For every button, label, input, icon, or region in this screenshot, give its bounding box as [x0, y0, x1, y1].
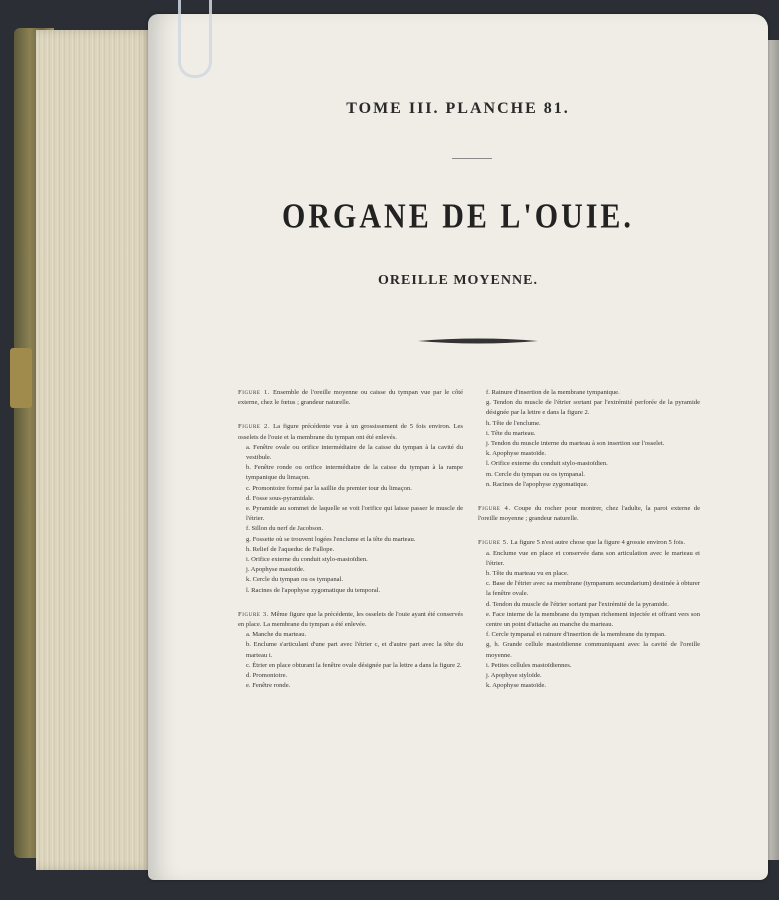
figure-description: Ensemble de l'oreille moyenne ou caisse du tympan vue par le côté externe, chez le fœtus ; grandeur naturelle.	[238, 389, 463, 407]
page-stack-edge	[36, 30, 152, 870]
legend-item: j. Apophyse mastoïde.	[246, 566, 305, 574]
figure-description: Coupe du rocher pour montrer, chez l'adulte, la paroi externe de l'oreille moyenne ; grandeur naturelle.	[478, 505, 701, 523]
page-subtitle: OREILLE MOYENNE.	[378, 273, 538, 288]
legend-item: a. Fenêtre ovale ou orifice intermédiaire de la caisse du tympan à la cavité du vestibule.	[246, 443, 463, 462]
legend-item: b. Fenêtre ronde ou orifice intermédiaire de la caisse du tympan à la rampe tympanique du limaçon.	[246, 464, 463, 482]
legend-item: f. Rainure d'insertion de la membrane tympanique.	[486, 389, 620, 396]
legend-item: d. Tendon du muscle de l'étrier sortant par l'extrémité de la pyramide.	[486, 600, 669, 608]
legend-item: n. Racines de l'apophyse zygomatique.	[486, 480, 589, 488]
legend-item: l. Orifice externe du conduit stylo-mastoïdien.	[486, 460, 608, 468]
legend-item: j. Tendon du muscle interne du marteau à son insertion sur l'osselet.	[486, 440, 665, 448]
cover-clasp	[10, 348, 32, 408]
figure-5-block	[478, 538, 700, 691]
legend-item: a. Enclume vue en place et conservée dans son articulation avec le marteau et l'étrier.	[486, 549, 700, 567]
legend-item: l. Racines de l'apophyse zygomatique du temporal.	[246, 586, 381, 594]
legend-item: c. Base de l'étrier avec sa membrane (tympanum secundarium) destinée à obturer la fenêtre ovale.	[486, 580, 700, 598]
legend-item: h. Tête de l'enclume.	[486, 419, 541, 427]
right-text-column	[478, 388, 700, 705]
legend-item: b. Enclume s'articulant d'une part avec l'étrier c, et d'autre part avec la tête du marteau i.	[246, 641, 463, 659]
legend-item: g, h. Grande cellule mastoïdienne communiquant avec la cavité de l'oreille moyenne.	[486, 641, 700, 659]
ornament-divider-icon	[418, 336, 538, 346]
legend-item: k. Apophyse mastoïde.	[486, 450, 547, 458]
legend-item: i. Petites cellules mastoïdiennes.	[486, 661, 572, 669]
page-title: ORGANE DE L'OUIE.	[282, 197, 634, 236]
figure-heading: Figure 4.	[478, 505, 511, 513]
figure-description: Même figure que la précédente, les osselets de l'ouie ayant été conservés en place. La membrane du tympan a été enlevée.	[238, 610, 463, 629]
legend-item: m. Cercle du tympan ou os tympanal.	[486, 470, 585, 478]
figure-heading: Figure 1.	[238, 389, 271, 396]
left-text-column	[238, 388, 463, 705]
legend-item: k. Cercle du tympan ou os tympanal.	[246, 576, 344, 584]
figure-heading: Figure 5.	[478, 539, 509, 547]
legend-item: a. Manche du marteau.	[246, 631, 307, 639]
legend-item: e. Pyramide au sommet de laquelle se voit l'orifice qui laisse passer le muscle de l'étrier.	[246, 505, 463, 523]
figure-3-block	[238, 610, 463, 692]
figure-heading: Figure 2.	[238, 423, 271, 431]
figure-1-block	[238, 388, 463, 408]
figure-description: La figure 5 n'est autre chose que la figure 4 grossie environ 5 fois.	[510, 539, 685, 547]
legend-item: j. Apophyse styloïde.	[486, 672, 542, 680]
legend-item: d. Fosse sous-pyramidale.	[246, 494, 315, 502]
legend-item: h. Relief de l'aqueduc de Fallope.	[246, 545, 335, 553]
legend-item: i. Tête du marteau.	[486, 429, 536, 437]
legend-item: b. Tête du marteau vu en place.	[486, 570, 569, 578]
legend-item: c. Promontoire formé par la saillie du premier tour du limaçon.	[246, 484, 412, 492]
figure-heading: Figure 3.	[238, 610, 269, 618]
paper-clip-icon	[178, 0, 212, 78]
legend-item: e. Fenêtre ronde.	[246, 682, 291, 690]
figure-description: La figure précédente vue à un grossissement de 5 fois environ. Les osselets de l'ouie et la membrane du tympan ont été enlevés.	[238, 423, 463, 441]
plate-label: TOME III. PLANCHE 81.	[346, 100, 570, 117]
legend-item: i. Orifice externe du conduit stylo-mastoïdien.	[246, 556, 368, 564]
legend-item: c. Étrier en place obturant la fenêtre ovale désignée par la lettre a dans la figure 2.	[246, 661, 462, 669]
divider-rule	[452, 158, 492, 159]
legend-item: e. Face interne de la membrane du tympan richement injectée et offrant vers son centre un point d'attache au manche du marteau.	[486, 610, 700, 629]
figure-4-block	[478, 504, 700, 524]
legend-item: f. Sillon du nerf de Jacobson.	[246, 525, 324, 533]
figure-2-block	[238, 422, 463, 595]
legend-item: d. Promontoire.	[246, 672, 288, 680]
legend-item: f. Cercle tympanal et rainure d'insertion de la membrane du tympan.	[486, 631, 666, 639]
legend-item: g. Fossette où se trouvent logées l'enclume et la tête du marteau.	[246, 535, 416, 543]
legend-item: k. Apophyse mastoïde.	[486, 682, 547, 690]
legend-item: g. Tendon du muscle de l'étrier sortant par l'extrémité perforée de la pyramide désignée par la lettre e dans la figure 2.	[486, 399, 700, 417]
figure-3-continued-block	[478, 388, 700, 490]
